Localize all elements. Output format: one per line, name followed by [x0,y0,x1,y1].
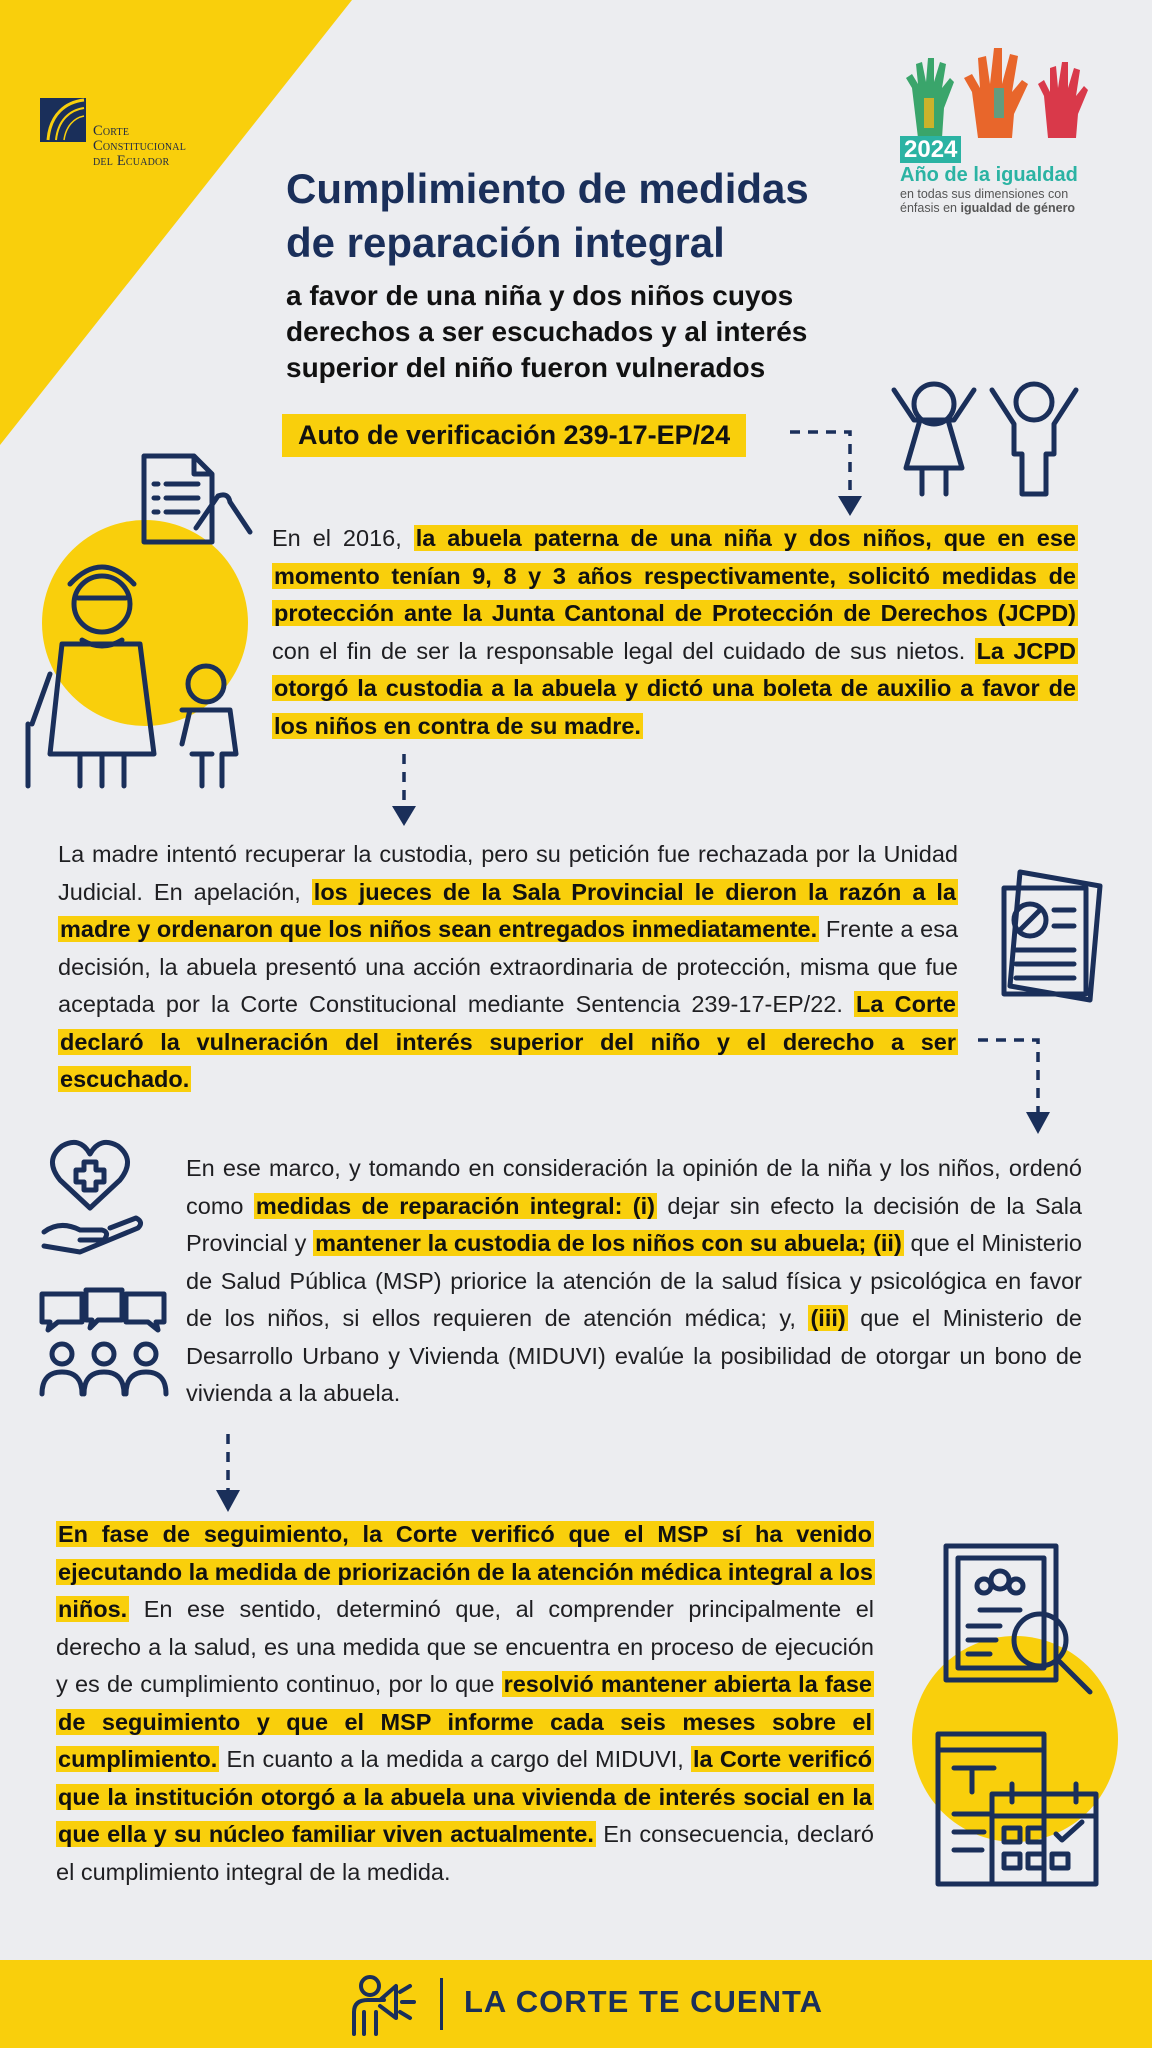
p2-text-1: La madre intentó recuperar la custodia, pero su petición fue rechazada por la Unidad Judicial. En apelación, [58,841,958,905]
p1-highlight-2: La JCPD otorgó la custodia a la abuela y dictó una boleta de auxilio a favor de los niños en contra de su madre. [274,637,1077,739]
p3-highlight-2: mantener la custodia de los niños con su abuela; (ii) [315,1230,902,1256]
badge-year: 2024 [900,136,961,163]
p2-highlight-2: La Corte declaró la vulneración del interés superior del niño y el derecho a ser escuchado. [60,991,956,1092]
children-icon [884,376,1084,500]
logo-line3: del Ecuador [93,153,170,169]
badge-title: Año de la igualdad [900,164,1078,186]
p2-text-2: Frente a esa decisión, la abuela presentó una acción extraordinaria de protección, misma que fue aceptada por la Corte Constitucional mediante Sentencia 239-17-EP/22. [58,916,959,1017]
document-hand-icon [138,452,258,548]
arrow-4-head-icon [216,1490,240,1512]
arrow-1-line [790,432,850,500]
p1-text-2: con el fin de ser la responsable legal del cuidado de sus nietos. [272,637,975,664]
p3-text-1: En ese marco, y tomando en consideración la opinión de la niña y los niños, ordenó como [186,1155,1082,1219]
badge-line2-bold: igualdad de género [960,201,1076,215]
p3-text-3: que el Ministerio de Salud Pública (MSP) priorice la atención de la salud física y psicológica en favor de los niños, si ellos requieren de atención médica; y, [186,1230,1082,1331]
p1-highlight-1: la abuela paterna de una niña y dos niños, que en ese momento tenían 9, 8 y 3 años respectivamente, solicitó medidas de protección ante la Junta Cantonal de Protección de Derechos (JCPD) [274,525,1076,626]
paragraph-2 [58,836,958,1099]
title-line2: de reparación integral [286,219,725,266]
arrow-2-head-icon [392,806,416,826]
p2-highlight-1: los jueces de la Sala Provincial le dieron la razón a la madre y ordenaron que los niños sean entregados inmediatamente. [60,878,956,942]
p4-text-2: En cuanto a la medida a cargo del MIDUVI, [219,1746,692,1772]
p3-highlight-1: medidas de reparación integral: (i) [255,1192,655,1219]
p4-highlight-3: la Corte verificó que la institución otorgó a la abuela una vivienda de interés social en la que ella y su núcleo familiar viven actualmente. [58,1746,872,1847]
p4-highlight-2: resolvió mantener abierta la fase de seguimiento y que el MSP informe cada seis meses sobre el cumplimiento. [58,1671,872,1772]
paragraph-3 [186,1150,1082,1413]
prohibited-documents-icon [990,860,1120,1010]
p3-highlight-3: (iii) [810,1305,846,1331]
logo-line2: Constitucional [93,138,187,154]
p3-text-4: que el Ministerio de Desarrollo Urbano y Vivienda (MIDUVI) evalúe la posibilidad de otorgar un bono de vivienda a la abuela. [186,1305,1083,1406]
p4-text-3: En consecuencia, declaró el cumplimiento integral de la medida. [56,1821,874,1885]
badge-line2-plain: énfasis en [900,201,961,215]
arrow-3-line [978,1040,1038,1112]
subtitle-line3: superior del niño fueron vulnerados [286,352,766,383]
arrow-3-head-icon [1026,1112,1050,1134]
p1-text-1: En el 2016, [272,525,414,551]
title-line1: Cumplimiento de medidas [286,165,809,212]
p4-text-1: En ese sentido, determinó que, al comprender principalmente el derecho a la salud, es una medida que se encuentra en proceso de ejecución y es de cumplimiento continuo, por lo que [56,1596,874,1697]
paragraph-1 [272,520,1078,745]
p3-text-2: dejar sin efecto la decisión de la Sala Provincial y [186,1192,1082,1256]
heart-hand-icon [40,1136,150,1256]
subtitle-line2: derechos a ser escuchados y al interés [286,316,808,347]
logo-line1: Corte [93,123,130,139]
arrow-1-head-icon [838,496,862,516]
p4-highlight-1: En fase de seguimiento, la Corte verificó que el MSP sí ha venido ejecutando la medida de priorización de la atención médica integral a los niños. [58,1521,873,1622]
badge-line1: en todas sus dimensiones con [900,187,1069,201]
megaphone-person-icon [350,1972,426,2038]
footer-label: LA CORTE TE CUENTA [464,1984,823,2019]
people-speech-icon [36,1286,170,1402]
subtitle-line1: a favor de una niña y dos niños cuyos [286,280,794,311]
paragraph-4 [56,1516,874,1891]
grandma-child-icon [22,544,252,790]
auto-label: Auto de verificación 239-17-EP/24 [282,414,746,457]
footer-divider [440,1978,443,2030]
document-search-icon [940,1540,1100,1710]
footer-bar [0,1960,1152,2048]
calendar-document-icon [932,1724,1102,1894]
